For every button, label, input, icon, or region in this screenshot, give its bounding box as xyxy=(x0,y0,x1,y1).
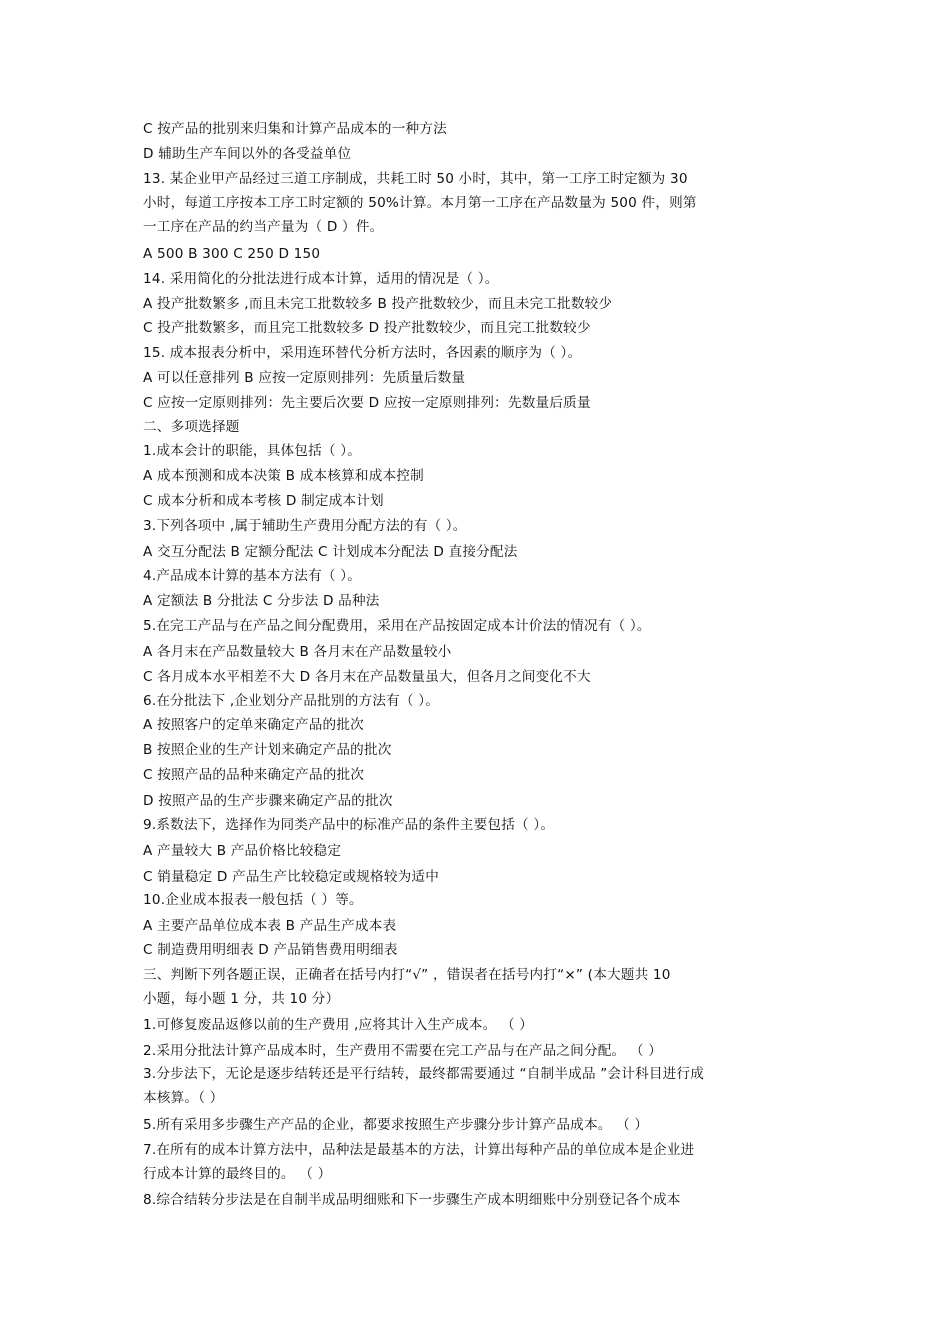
section-heading: 二、多项选择题 xyxy=(143,419,240,435)
text-line: 3.分步法下，无论是逐步结转还是平行结转，最终都需要通过 “自制半成品 ”会计科目进行成 xyxy=(143,1066,705,1082)
text-line: C 成本分析和成本考核 D 制定成本计划 xyxy=(143,493,384,509)
text-line: D 按照产品的生产步骤来确定产品的批次 xyxy=(143,793,393,809)
text-line: A 可以任意排列 B 应按一定原则排列：先质量后数量 xyxy=(143,370,466,386)
text-line: 4.产品成本计算的基本方法有（ ）。 xyxy=(143,568,361,584)
text-line: 15. 成本报表分析中，采用连环替代分析方法时，各因素的顺序为（ ）。 xyxy=(143,345,582,361)
text-line: 5.所有采用多步骤生产产品的企业，都要求按照生产步骤分步计算产品成本。 （ ） xyxy=(143,1117,649,1133)
text-line: 小时，每道工序按本工序工时定额的 50%计算。本月第一工序在产品数量为 500 件，则第 xyxy=(143,195,697,211)
text-line: A 主要产品单位成本表 B 产品生产成本表 xyxy=(143,918,397,934)
text-line: A 定额法 B 分批法 C 分步法 D 品种法 xyxy=(143,593,380,609)
text-line: 14. 采用简化的分批法进行成本计算，适用的情况是（ ）。 xyxy=(143,271,499,287)
text-line: 5.在完工产品与在产品之间分配费用，采用在产品按固定成本计价法的情况有（ ）。 xyxy=(143,618,651,634)
text-line: C 销量稳定 D 产品生产比较稳定或规格较为适中 xyxy=(143,869,440,885)
text-line: A 各月末在产品数量较大 B 各月末在产品数量较小 xyxy=(143,644,452,660)
text-line: 一工序在产品的约当产量为（ D ）件。 xyxy=(143,219,384,235)
text-line: C 应按一定原则排列：先主要后次要 D 应按一定原则排列：先数量后质量 xyxy=(143,395,591,411)
text-line: C 按产品的批别来归集和计算产品成本的一种方法 xyxy=(143,121,447,137)
text-line: 7.在所有的成本计算方法中，品种法是最基本的方法，计算出每种产品的单位成本是企业进 xyxy=(143,1142,695,1158)
section-heading: 三、判断下列各题正误，正确者在括号内打“√” ，错误者在括号内打“×” (本大题共 10 xyxy=(143,967,671,983)
text-line: C 按照产品的品种来确定产品的批次 xyxy=(143,767,365,783)
text-line: A 按照客户的定单来确定产品的批次 xyxy=(143,717,364,733)
text-line: A 产量较大 B 产品价格比较稳定 xyxy=(143,843,342,859)
text-line: 13. 某企业甲产品经过三道工序制成，共耗工时 50 小时，其中，第一工序工时定额为 30 xyxy=(143,171,688,187)
text-line: 9.系数法下，选择作为同类产品中的标准产品的条件主要包括（ ）。 xyxy=(143,817,555,833)
text-line: 6.在分批法下 ,企业划分产品批别的方法有（ ）。 xyxy=(143,693,440,709)
text-line: 1.成本会计的职能，具体包括（ ）。 xyxy=(143,443,361,459)
text-line: 1.可修复废品返修以前的生产费用 ,应将其计入生产成本。 （ ） xyxy=(143,1017,534,1033)
text-line: 8.综合结转分步法是在自制半成品明细账和下一步骤生产成本明细账中分别登记各个成本 xyxy=(143,1192,681,1208)
text-line: 小题，每小题 1 分，共 10 分） xyxy=(143,991,340,1007)
text-line: A 交互分配法 B 定额分配法 C 计划成本分配法 D 直接分配法 xyxy=(143,544,518,560)
text-line: A 成本预测和成本决策 B 成本核算和成本控制 xyxy=(143,468,424,484)
text-line: D 辅助生产车间以外的各受益单位 xyxy=(143,146,352,162)
text-line: 本核算。（ ） xyxy=(143,1090,224,1106)
text-line: 3.下列各项中 ,属于辅助生产费用分配方法的有（ ）。 xyxy=(143,518,467,534)
text-line: A 投产批数繁多 ,而且未完工批数较多 B 投产批数较少，而且未完工批数较少 xyxy=(143,296,613,312)
text-line: B 按照企业的生产计划来确定产品的批次 xyxy=(143,742,392,758)
text-line: A 500 B 300 C 250 D 150 xyxy=(143,246,321,262)
text-line: 2.采用分批法计算产品成本时，生产费用不需要在完工产品与在产品之间分配。 （ ） xyxy=(143,1043,662,1059)
text-line: C 各月成本水平相差不大 D 各月末在产品数量虽大，但各月之间变化不大 xyxy=(143,669,591,685)
text-line: C 投产批数繁多，而且完工批数较多 D 投产批数较少，而且完工批数较少 xyxy=(143,320,591,336)
text-line: 10.企业成本报表一般包括（ ）等。 xyxy=(143,892,363,908)
text-line: C 制造费用明细表 D 产品销售费用明细表 xyxy=(143,942,398,958)
text-line: 行成本计算的最终目的。 （ ） xyxy=(143,1166,332,1182)
